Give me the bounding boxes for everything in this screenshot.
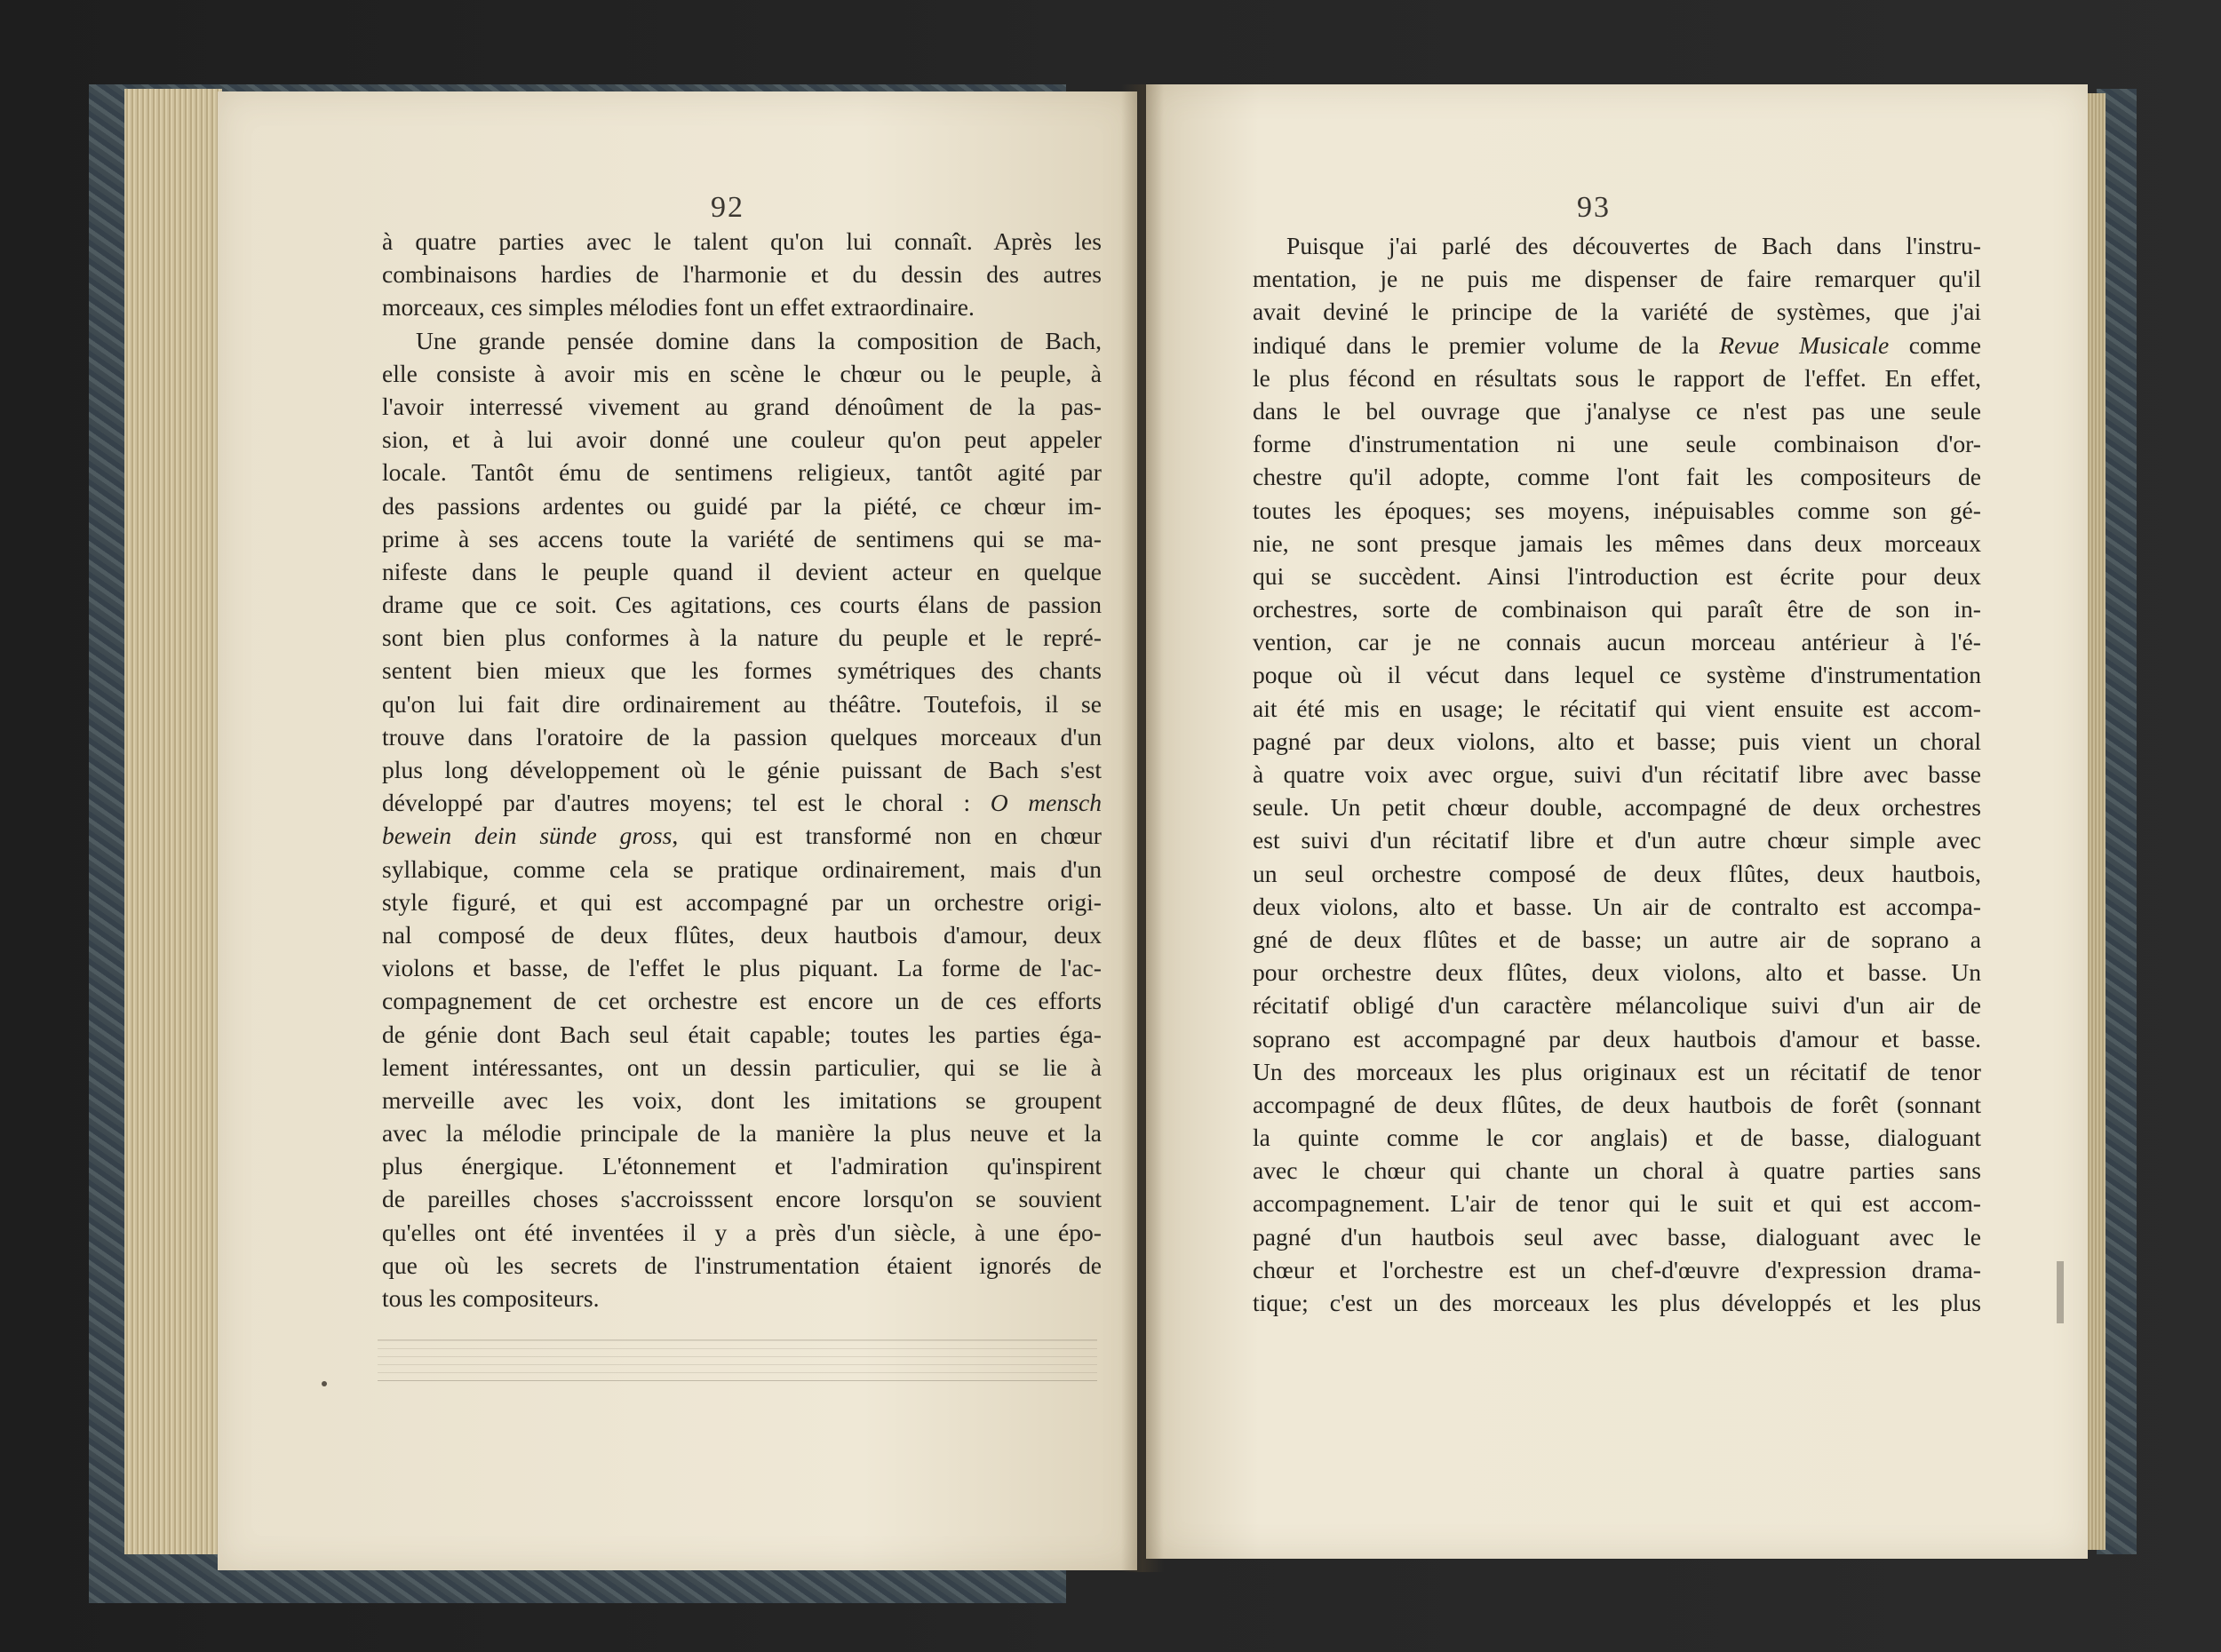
text-line: nie, ne sont presque jamais les mêmes dans deux morceaux xyxy=(1253,528,1981,557)
text-line: ait été mis en usage; le récitatif qui vient ensuite est accom- xyxy=(1253,694,1981,722)
text-line: vention, car je ne connais aucun morceau antérieur à l'é- xyxy=(1253,628,1981,656)
text-line: pagné d'un hautbois seul avec basse, dialoguant avec le xyxy=(1253,1222,1981,1251)
text-line-with-italic xyxy=(382,819,1102,852)
text-line: syllabique, comme cela se pratique ordinairement, mais d'un xyxy=(382,854,1102,883)
text-line: dans le bel ouvrage que j'analyse ce n'est pas une seule xyxy=(1253,396,1981,425)
text-line: gné de deux flûtes et de basse; un autre air de soprano a xyxy=(1253,925,1981,953)
text-line: lement intéressantes, ont un dessin particulier, qui se lie à xyxy=(382,1052,1102,1081)
italic-title: O mensch xyxy=(990,789,1102,817)
page-edges-left xyxy=(124,89,222,1554)
text-line: combinaisons hardies de l'harmonie et du dessin des autres xyxy=(382,260,1102,289)
text-line: pour orchestre deux flûtes, deux violons, alto et basse. Un xyxy=(1253,958,1981,987)
right-page-number: 93 xyxy=(1577,191,1611,224)
text-line: Puisque j'ai parlé des découvertes de Bach dans l'instru- xyxy=(1286,232,1981,259)
music-staff-show-through xyxy=(378,1339,1097,1381)
text-segment: , qui est transformé non en chœur xyxy=(672,822,1102,850)
text-line: sion, et à lui avoir donné une couleur qu'on peut appeler xyxy=(382,425,1102,454)
ink-dot xyxy=(322,1381,327,1386)
text-segment: développé par d'autres moyens; tel est le choral : xyxy=(382,789,971,817)
left-page-number: 92 xyxy=(711,191,744,224)
text-line: mentation, je ne puis me dispenser de faire remarquer qu'il xyxy=(1253,265,1981,293)
right-page-text xyxy=(1253,229,1981,1319)
text-line: merveille avec les voix, dont les imitations se groupent xyxy=(382,1085,1102,1114)
text-line: chœur et l'orchestre est un chef-d'œuvre d'expression drama- xyxy=(1253,1255,1981,1283)
text-line: tique; c'est un des morceaux les plus développés et les plus xyxy=(1253,1289,1981,1316)
text-line: orchestres, sorte de combinaison qui paraît être de son in- xyxy=(1253,595,1981,623)
text-line: qu'on lui fait dire ordinairement au théâtre. Toutefois, il se xyxy=(382,689,1102,718)
text-line: à quatre parties avec le talent qu'on lui connaît. Après les xyxy=(382,227,1102,255)
text-line: l'avoir interressé vivement au grand dénoûment de la pas- xyxy=(382,392,1102,420)
text-line: sont bien plus conformes à la nature du peuple et le repré- xyxy=(382,623,1102,652)
text-line-with-italic xyxy=(382,786,1102,819)
text-line: qu'elles ont été inventées il y a près d'un siècle, à une épo- xyxy=(382,1218,1102,1246)
text-line: sentent bien mieux que les formes symétriques des chants xyxy=(382,656,1102,685)
italic-title: Revue Musicale xyxy=(1719,330,1890,359)
text-segment: comme xyxy=(1889,330,1981,359)
text-line: morceaux, ces simples mélodies font un effet extraordinaire. xyxy=(382,293,975,322)
text-line: Un des morceaux les plus originaux est un récitatif de tenor xyxy=(1253,1057,1981,1085)
text-line: tous les compositeurs. xyxy=(382,1284,600,1312)
text-line: accompagnement. L'air de tenor qui le suit et qui est accom- xyxy=(1253,1189,1981,1218)
text-line: de pareilles choses s'accroisssent encore lorsqu'on se souvient xyxy=(382,1185,1102,1213)
text-line: est suivi d'un récitatif libre et d'un autre chœur simple avec xyxy=(1253,826,1981,854)
text-line: le plus fécond en résultats sous le rapport de l'effet. En effet, xyxy=(1253,363,1981,392)
text-line: violons et basse, de l'effet le plus piquant. La forme de l'ac- xyxy=(382,954,1102,982)
text-line: trouve dans l'oratoire de la passion quelques morceaux d'un xyxy=(382,722,1102,751)
text-line: soprano est accompagné par deux hautbois d'amour et basse. xyxy=(1253,1024,1981,1052)
text-line: à quatre voix avec orgue, suivi d'un récitatif libre avec basse xyxy=(1253,760,1981,788)
text-line: Une grande pensée domine dans la composition de Bach, xyxy=(416,326,1102,354)
text-line: récitatif obligé d'un caractère mélancolique suivi d'un air de xyxy=(1253,991,1981,1020)
text-line: avec le chœur qui chante un choral à quatre parties sans xyxy=(1253,1156,1981,1185)
text-line: locale. Tantôt ému de sentimens religieux, tantôt agité par xyxy=(382,458,1102,487)
left-page-text xyxy=(382,225,1102,1314)
text-line: style figuré, et qui est accompagné par un orchestre origi- xyxy=(382,887,1102,916)
text-line: deux violons, alto et basse. Un air de contralto est accompa- xyxy=(1253,892,1981,920)
text-line: poque où il vécut dans lequel ce système d'instrumentation xyxy=(1253,661,1981,689)
text-line: compagnement de cet orchestre est encore un de ces efforts xyxy=(382,987,1102,1015)
text-line: drame que ce soit. Ces agitations, ces courts élans de passion xyxy=(382,591,1102,619)
text-line: pagné par deux violons, alto et basse; puis vient un choral xyxy=(1253,727,1981,755)
text-line-with-italic xyxy=(1253,329,1981,361)
text-line: nifeste dans le peuple quand il devient acteur en quelque xyxy=(382,557,1102,585)
margin-stain xyxy=(2057,1261,2064,1323)
text-line: nal composé de deux flûtes, deux hautbois d'amour, deux xyxy=(382,920,1102,949)
text-line: un seul orchestre composé de deux flûtes, deux hautbois, xyxy=(1253,859,1981,887)
text-line: chestre qu'il adopte, comme l'ont fait les compositeurs de xyxy=(1253,463,1981,491)
text-line: des passions ardentes ou guidé par la piété, ce chœur im- xyxy=(382,491,1102,520)
text-line: seule. Un petit chœur double, accompagné de deux orchestres xyxy=(1253,793,1981,822)
text-line: elle consiste à avoir mis en scène le chœur ou le peuple, à xyxy=(382,359,1102,387)
text-line: forme d'instrumentation ni une seule combinaison d'or- xyxy=(1253,430,1981,458)
text-line: avec la mélodie principale de la manière la plus neuve et la xyxy=(382,1119,1102,1148)
italic-title: bewein dein sünde gross xyxy=(382,822,673,850)
text-line: de génie dont Bach seul était capable; toutes les parties éga- xyxy=(382,1020,1102,1048)
text-segment: indiqué dans le premier volume de la xyxy=(1253,330,1700,359)
text-line: que où les secrets de l'instrumentation étaient ignorés de xyxy=(382,1251,1102,1279)
text-line: prime à ses accens toute la variété de sentimens qui se ma- xyxy=(382,524,1102,552)
book-gutter xyxy=(1121,84,1164,1572)
text-line: accompagné de deux flûtes, de deux hautbois de forêt (sonnant xyxy=(1253,1090,1981,1118)
text-line: avait deviné le principe de la variété de systèmes, que j'ai xyxy=(1253,298,1981,326)
text-line: la quinte comme le cor anglais) et de basse, dialoguant xyxy=(1253,1124,1981,1152)
text-line: plus long développement où le génie puissant de Bach s'est xyxy=(382,756,1102,783)
text-line: toutes les époques; ses moyens, inépuisables comme son gé- xyxy=(1253,496,1981,524)
text-line: plus énergique. L'étonnement et l'admiration qu'inspirent xyxy=(382,1152,1102,1180)
text-line: qui se succèdent. Ainsi l'introduction est écrite pour deux xyxy=(1253,561,1981,590)
